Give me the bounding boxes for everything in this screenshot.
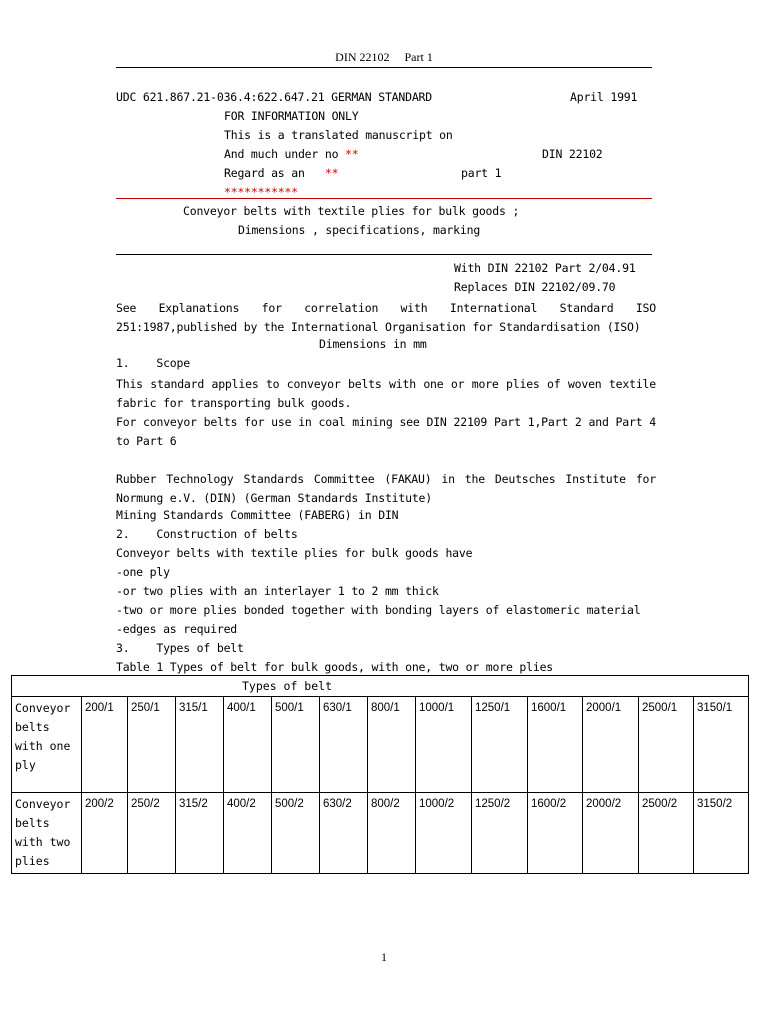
udc-line: UDC 621.867.21-036.4:622.647.21 GERMAN STANDARD <box>116 90 433 104</box>
table-cell: 315/1 <box>176 697 224 793</box>
ref-with: With DIN 22102 Part 2/04.91 <box>454 261 636 275</box>
table-header-row <box>12 676 749 697</box>
table-cell: 500/2 <box>272 793 320 874</box>
table-cell: 2000/2 <box>583 793 639 874</box>
stars: *********** <box>224 185 298 199</box>
construction-item-2: -or two plies with an interlayer 1 to 2 mm thick <box>116 584 439 598</box>
belt-types-table <box>11 675 749 874</box>
title-line-1: Conveyor belts with textile plies for bulk goods ; <box>183 204 520 218</box>
scope-paragraph-1: This standard applies to conveyor belts with one or more plies of woven textile fabric for transporting bulk goods. <box>116 377 656 410</box>
table-cell: 400/2 <box>224 793 272 874</box>
construction-intro: Conveyor belts with textile plies for bulk goods have <box>116 546 473 560</box>
ref-replaces: Replaces DIN 22102/09.70 <box>454 280 616 294</box>
construction-heading: 2. Construction of belts <box>116 527 298 541</box>
info-only: FOR INFORMATION ONLY <box>224 109 359 123</box>
table-header: Types of belt <box>12 676 749 697</box>
table-row <box>12 697 749 793</box>
much-under <box>224 147 359 161</box>
types-heading: 3. Types of belt <box>116 641 244 655</box>
table-cell: 200/1 <box>82 697 128 793</box>
title-line-2: Dimensions , specifications, marking <box>238 223 481 237</box>
dimensions-note: Dimensions in mm <box>319 337 427 351</box>
row-label: Conveyor belts with two plies <box>12 793 82 874</box>
table-row <box>12 793 749 874</box>
table-cell: 250/1 <box>128 697 176 793</box>
table-cell: 800/1 <box>368 697 416 793</box>
table-cell: 3150/2 <box>694 793 749 874</box>
much-under-text: And much under no <box>224 147 339 161</box>
table-cell: 400/1 <box>224 697 272 793</box>
title-rule <box>116 254 652 255</box>
table-cell: 1250/1 <box>472 697 528 793</box>
table-cell: 1600/2 <box>528 793 583 874</box>
table-cell: 1000/2 <box>416 793 472 874</box>
table-cell: 200/2 <box>82 793 128 874</box>
construction-item-3: -two or more plies bonded together with bonding layers of elastomeric material <box>116 603 641 617</box>
table-caption: Table 1 Types of belt for bulk goods, with one, two or more plies <box>116 660 554 674</box>
table-cell: 2500/2 <box>639 793 694 874</box>
construction-item-4: -edges as required <box>116 622 238 636</box>
row-label: Conveyor belts with one ply <box>12 697 82 793</box>
table-cell: 2500/1 <box>639 697 694 793</box>
table-cell: 1600/1 <box>528 697 583 793</box>
table-cell: 800/2 <box>368 793 416 874</box>
table-cell: 3150/1 <box>694 697 749 793</box>
committee-2: Mining Standards Committee (FABERG) in DIN <box>116 508 399 522</box>
scope-heading: 1. Scope <box>116 356 190 370</box>
committee-1: Rubber Technology Standards Committee (FAKAU) in the Deutsches Institute for Normung e.V. (DIN) (German Standards Institute) <box>116 472 656 505</box>
red-rule <box>116 198 652 199</box>
see-explanations: See Explanations for correlation with International Standard ISO 251:1987,published by the International Organisation for Standardisation (ISO) <box>116 301 656 334</box>
table-cell: 315/2 <box>176 793 224 874</box>
table-cell: 2000/1 <box>583 697 639 793</box>
table-cell: 630/1 <box>320 697 368 793</box>
part-label: part 1 <box>461 166 502 180</box>
scope-paragraph-2: For conveyor belts for use in coal mining see DIN 22109 Part 1,Part 2 and Part 4 to Part 6 <box>116 415 656 448</box>
regard-mark: ** <box>324 166 339 180</box>
table-cell: 630/2 <box>320 793 368 874</box>
table-cell: 1250/2 <box>472 793 528 874</box>
regard <box>224 166 338 180</box>
table-cell: 500/1 <box>272 697 320 793</box>
table-cell: 250/2 <box>128 793 176 874</box>
construction-item-1: -one ply <box>116 565 170 579</box>
page-header: DIN 22102 Part 1 <box>335 50 433 64</box>
regard-text: Regard as an <box>224 166 305 180</box>
din-number: DIN 22102 <box>542 147 603 161</box>
table-cell: 1000/1 <box>416 697 472 793</box>
date: April 1991 <box>570 90 638 104</box>
page-number: 1 <box>381 950 387 964</box>
header-rule <box>116 67 652 68</box>
much-under-mark: ** <box>345 147 359 161</box>
translated-note: This is a translated manuscript on <box>224 128 453 142</box>
